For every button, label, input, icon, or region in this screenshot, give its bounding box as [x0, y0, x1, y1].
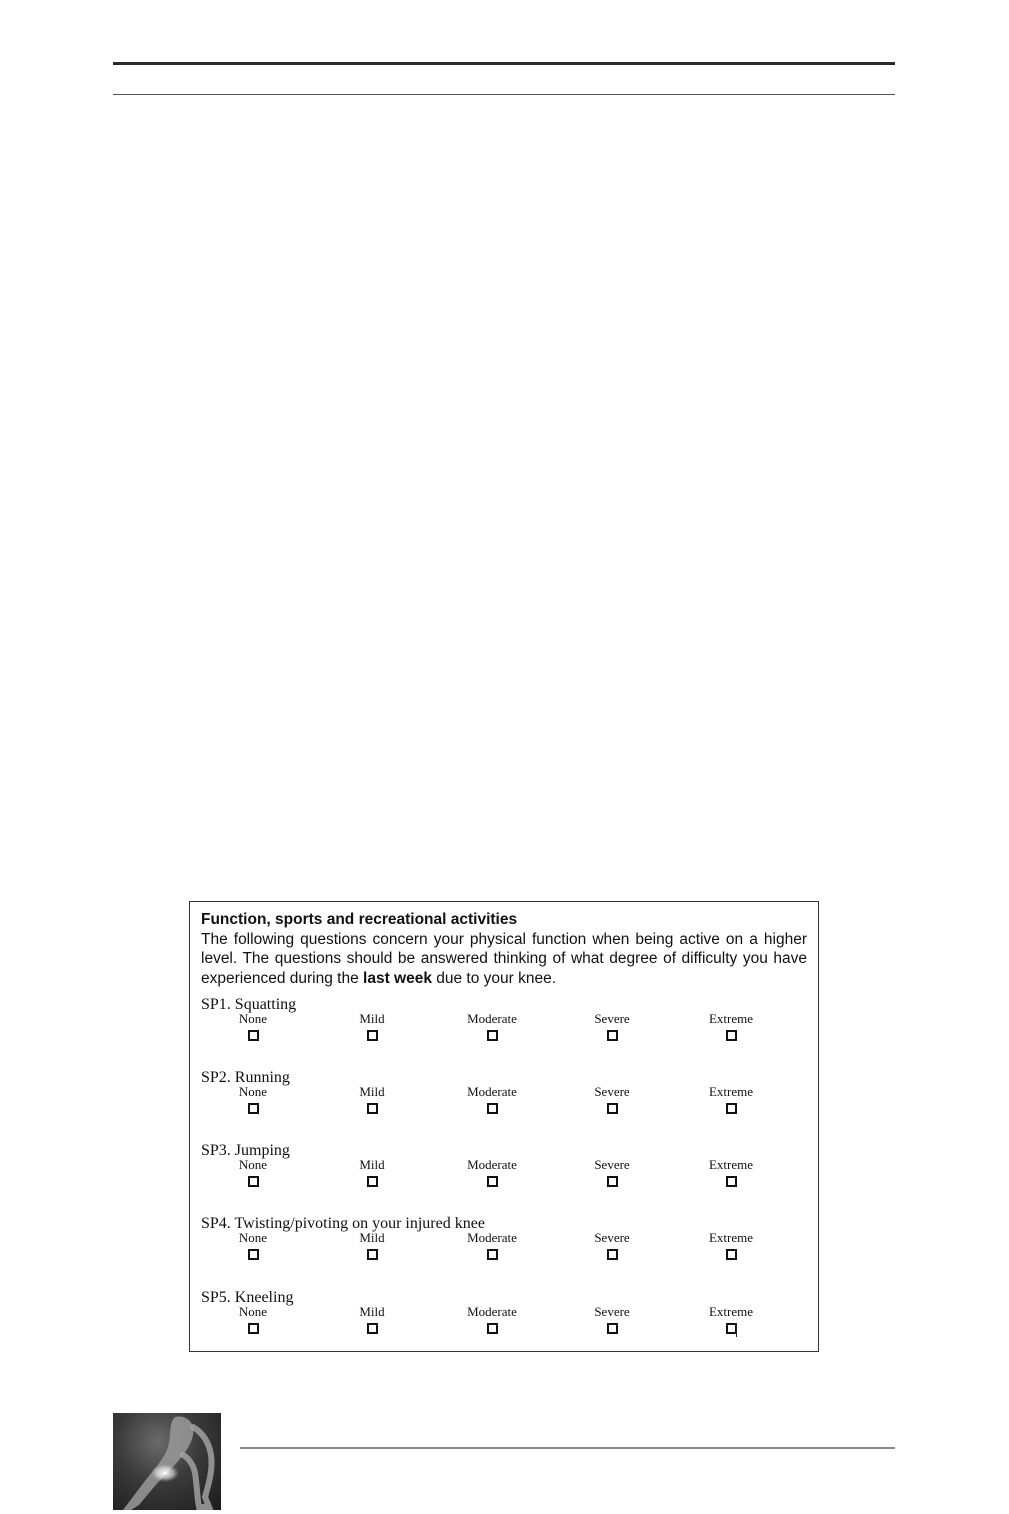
option-none[interactable] — [213, 1305, 293, 1334]
checkbox[interactable] — [248, 1176, 259, 1187]
option-severe[interactable] — [572, 1231, 652, 1260]
question-sp2 — [201, 1069, 807, 1129]
checkbox[interactable] — [726, 1323, 737, 1334]
text-cursor — [736, 1323, 737, 1337]
option-label: Moderate — [467, 1011, 517, 1026]
option-mild[interactable] — [332, 1231, 412, 1260]
bottom-rule — [240, 1447, 895, 1449]
option-label: Extreme — [708, 1157, 754, 1172]
option-label: None — [238, 1304, 268, 1319]
checkbox[interactable] — [367, 1323, 378, 1334]
question-label: SP1. Squatting — [201, 996, 297, 1013]
option-label: Extreme — [708, 1084, 754, 1099]
instructions-text-2: due to your knee. — [431, 969, 557, 987]
option-moderate[interactable] — [452, 1012, 532, 1041]
checkbox[interactable] — [487, 1323, 498, 1334]
instructions-bold: last week — [363, 969, 432, 987]
checkbox[interactable] — [726, 1249, 737, 1260]
option-label: Extreme — [708, 1304, 754, 1319]
question-sp5 — [201, 1289, 807, 1349]
question-label: SP3. Jumping — [201, 1142, 290, 1159]
question-sp4 — [201, 1215, 807, 1275]
checkbox[interactable] — [367, 1176, 378, 1187]
option-none[interactable] — [213, 1231, 293, 1260]
option-severe[interactable] — [572, 1158, 652, 1187]
option-extreme[interactable] — [691, 1158, 771, 1187]
top-rule-thin — [113, 94, 895, 95]
option-label: None — [238, 1011, 268, 1026]
instructions-text-1: The following questions concern your physical function when being active on a higher level. The questions should be answered thinking of what degree of difficulty you have experienced during the — [201, 930, 807, 987]
checkbox[interactable] — [726, 1030, 737, 1041]
checkbox[interactable] — [726, 1103, 737, 1114]
form-intro — [201, 910, 807, 988]
option-label: Severe — [594, 1230, 630, 1245]
checkbox[interactable] — [607, 1103, 618, 1114]
option-severe[interactable] — [572, 1305, 652, 1334]
option-moderate[interactable] — [452, 1305, 532, 1334]
option-label: Mild — [359, 1230, 385, 1245]
checkbox[interactable] — [487, 1030, 498, 1041]
option-label: Mild — [359, 1084, 385, 1099]
option-label: Severe — [594, 1304, 630, 1319]
koos-sport-form — [189, 901, 819, 1352]
knee-leg-logo-icon — [113, 1413, 221, 1510]
option-label: Severe — [594, 1084, 630, 1099]
option-label: Mild — [359, 1304, 385, 1319]
question-label: SP5. Kneeling — [201, 1289, 294, 1306]
option-extreme[interactable] — [691, 1085, 771, 1114]
option-mild[interactable] — [332, 1085, 412, 1114]
checkbox[interactable] — [367, 1030, 378, 1041]
checkbox[interactable] — [487, 1176, 498, 1187]
option-label: Severe — [594, 1011, 630, 1026]
checkbox[interactable] — [248, 1249, 259, 1260]
option-moderate[interactable] — [452, 1085, 532, 1114]
option-extreme[interactable] — [691, 1231, 771, 1260]
option-label: Moderate — [467, 1230, 517, 1245]
option-label: Moderate — [467, 1304, 517, 1319]
checkbox[interactable] — [607, 1249, 618, 1260]
form-instructions — [201, 930, 807, 989]
checkbox[interactable] — [726, 1176, 737, 1187]
option-label: None — [238, 1230, 268, 1245]
option-label: Moderate — [467, 1084, 517, 1099]
option-moderate[interactable] — [452, 1231, 532, 1260]
option-severe[interactable] — [572, 1012, 652, 1041]
option-label: Moderate — [467, 1157, 517, 1172]
option-none[interactable] — [213, 1012, 293, 1041]
option-label: None — [238, 1157, 268, 1172]
option-moderate[interactable] — [452, 1158, 532, 1187]
form-title: Function, sports and recreational activities — [201, 911, 518, 928]
checkbox[interactable] — [607, 1323, 618, 1334]
option-mild[interactable] — [332, 1305, 412, 1334]
option-none[interactable] — [213, 1158, 293, 1187]
checkbox[interactable] — [248, 1103, 259, 1114]
top-rule-thick — [113, 62, 895, 65]
checkbox[interactable] — [367, 1249, 378, 1260]
option-label: Mild — [359, 1011, 385, 1026]
option-label: None — [238, 1084, 268, 1099]
option-label: Severe — [594, 1157, 630, 1172]
checkbox[interactable] — [607, 1030, 618, 1041]
checkbox[interactable] — [607, 1176, 618, 1187]
question-label: SP4. Twisting/pivoting on your injured knee — [201, 1215, 485, 1232]
question-sp3 — [201, 1142, 807, 1202]
checkbox[interactable] — [367, 1103, 378, 1114]
option-extreme[interactable] — [691, 1012, 771, 1041]
option-severe[interactable] — [572, 1085, 652, 1114]
option-extreme[interactable] — [691, 1305, 771, 1334]
option-none[interactable] — [213, 1085, 293, 1114]
option-label: Extreme — [708, 1230, 754, 1245]
checkbox[interactable] — [487, 1249, 498, 1260]
option-label: Extreme — [708, 1011, 754, 1026]
option-mild[interactable] — [332, 1158, 412, 1187]
checkbox[interactable] — [248, 1030, 259, 1041]
question-label: SP2. Running — [201, 1069, 290, 1086]
option-mild[interactable] — [332, 1012, 412, 1041]
checkbox[interactable] — [248, 1323, 259, 1334]
question-sp1 — [201, 996, 807, 1056]
option-label: Mild — [359, 1157, 385, 1172]
checkbox[interactable] — [487, 1103, 498, 1114]
